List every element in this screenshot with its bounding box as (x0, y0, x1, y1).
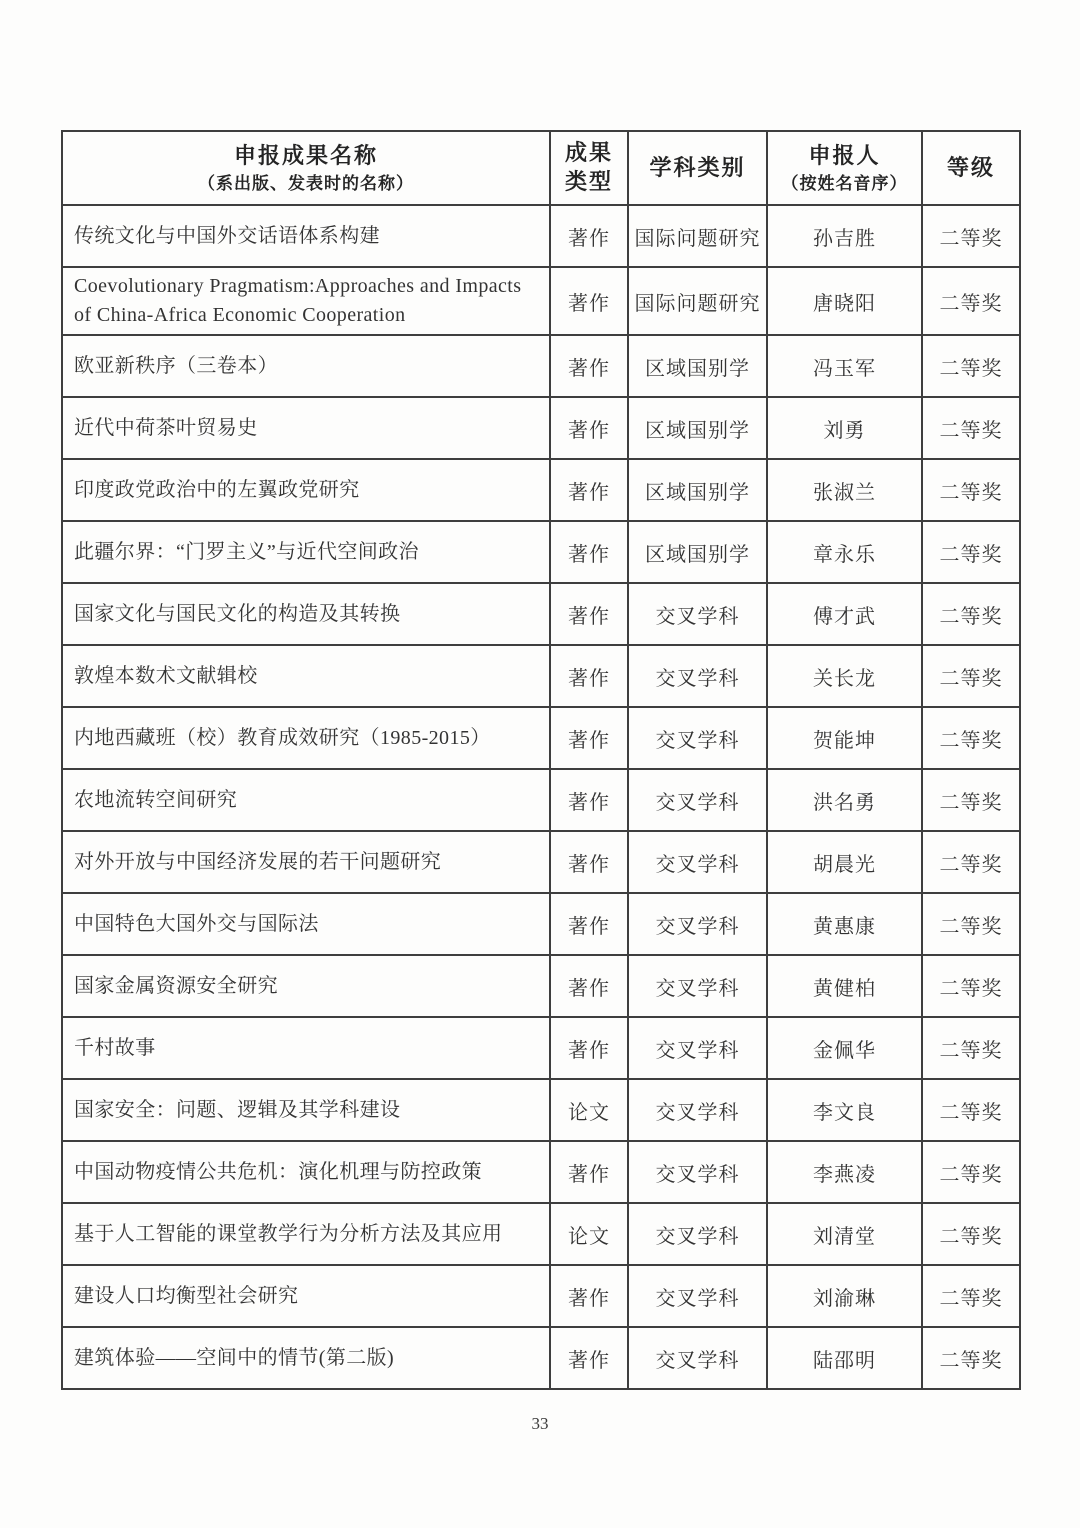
table-row (62, 893, 1020, 955)
table-row (62, 521, 1020, 583)
table-row (62, 335, 1020, 397)
cell-achievement-type: 著作 (550, 397, 628, 459)
cell-applicant: 贺能坤 (767, 707, 922, 769)
table-header-row (62, 131, 1020, 205)
cell-grade: 二等奖 (922, 397, 1020, 459)
cell-applicant: 张淑兰 (767, 459, 922, 521)
cell-achievement-name: 内地西藏班（校）教育成效研究（1985-2015） (62, 707, 550, 769)
cell-discipline: 交叉学科 (628, 1079, 767, 1141)
cell-discipline: 区域国别学 (628, 397, 767, 459)
cell-applicant: 李燕凌 (767, 1141, 922, 1203)
table-row (62, 1017, 1020, 1079)
cell-discipline: 交叉学科 (628, 1017, 767, 1079)
cell-achievement-type: 论文 (550, 1203, 628, 1265)
cell-applicant: 刘渝琳 (767, 1265, 922, 1327)
col-header-applicant (767, 131, 922, 205)
table-row (62, 769, 1020, 831)
cell-discipline: 区域国别学 (628, 521, 767, 583)
table-row (62, 707, 1020, 769)
cell-achievement-type: 著作 (550, 1141, 628, 1203)
cell-achievement-type: 著作 (550, 521, 628, 583)
cell-grade: 二等奖 (922, 267, 1020, 335)
cell-achievement-type: 著作 (550, 893, 628, 955)
cell-applicant: 黄惠康 (767, 893, 922, 955)
cell-discipline: 交叉学科 (628, 831, 767, 893)
cell-grade: 二等奖 (922, 583, 1020, 645)
cell-achievement-name: 印度政党政治中的左翼政党研究 (62, 459, 550, 521)
cell-discipline: 交叉学科 (628, 1203, 767, 1265)
cell-grade: 二等奖 (922, 459, 1020, 521)
cell-grade: 二等奖 (922, 707, 1020, 769)
cell-achievement-name: 建设人口均衡型社会研究 (62, 1265, 550, 1327)
col-header-achievement-name-title: 申报成果名称 (233, 143, 378, 169)
cell-discipline: 交叉学科 (628, 893, 767, 955)
cell-applicant: 金佩华 (767, 1017, 922, 1079)
col-header-grade: 等级 (922, 131, 1020, 205)
table-row (62, 955, 1020, 1017)
cell-applicant: 黄健柏 (767, 955, 922, 1017)
cell-discipline: 交叉学科 (628, 645, 767, 707)
cell-discipline: 区域国别学 (628, 335, 767, 397)
cell-applicant: 刘清堂 (767, 1203, 922, 1265)
table-row (62, 1265, 1020, 1327)
cell-achievement-type: 著作 (550, 583, 628, 645)
table-row (62, 645, 1020, 707)
table-row (62, 831, 1020, 893)
cell-discipline: 交叉学科 (628, 769, 767, 831)
cell-achievement-type: 著作 (550, 459, 628, 521)
cell-discipline: 交叉学科 (628, 583, 767, 645)
table-row (62, 1141, 1020, 1203)
col-header-achievement-type (550, 131, 628, 205)
table-row (62, 1203, 1020, 1265)
cell-grade: 二等奖 (922, 1141, 1020, 1203)
cell-discipline: 交叉学科 (628, 1327, 767, 1389)
cell-achievement-name: 国家金属资源安全研究 (62, 955, 550, 1017)
cell-achievement-name: 近代中荷茶叶贸易史 (62, 397, 550, 459)
cell-applicant: 章永乐 (767, 521, 922, 583)
cell-applicant: 冯玉军 (767, 335, 922, 397)
cell-achievement-type: 著作 (550, 955, 628, 1017)
cell-grade: 二等奖 (922, 1017, 1020, 1079)
cell-achievement-name: 欧亚新秩序（三卷本） (62, 335, 550, 397)
cell-achievement-type: 著作 (550, 205, 628, 267)
cell-grade: 二等奖 (922, 1327, 1020, 1389)
cell-applicant: 刘勇 (767, 397, 922, 459)
cell-achievement-type: 论文 (550, 1079, 628, 1141)
cell-achievement-name: 国家安全：问题、逻辑及其学科建设 (62, 1079, 550, 1141)
cell-grade: 二等奖 (922, 521, 1020, 583)
cell-achievement-type: 著作 (550, 1265, 628, 1327)
table-row (62, 1327, 1020, 1389)
table-row (62, 267, 1020, 335)
col-header-discipline: 学科类别 (628, 131, 767, 205)
cell-discipline: 交叉学科 (628, 1265, 767, 1327)
table-row (62, 397, 1020, 459)
col-header-achievement-name (62, 131, 550, 205)
col-header-achievement-type-label: 成果类型 (564, 140, 613, 194)
cell-applicant: 陆邵明 (767, 1327, 922, 1389)
page-number: 33 (531, 1414, 549, 1433)
cell-achievement-type: 著作 (550, 645, 628, 707)
cell-grade: 二等奖 (922, 955, 1020, 1017)
cell-discipline: 交叉学科 (628, 707, 767, 769)
cell-applicant: 傅才武 (767, 583, 922, 645)
cell-achievement-name: 建筑体验——空间中的情节(第二版) (62, 1327, 550, 1389)
cell-applicant: 孙吉胜 (767, 205, 922, 267)
cell-discipline: 国际问题研究 (628, 267, 767, 335)
cell-achievement-type: 著作 (550, 707, 628, 769)
cell-achievement-type: 著作 (550, 769, 628, 831)
table-row (62, 459, 1020, 521)
cell-achievement-name: 国家文化与国民文化的构造及其转换 (62, 583, 550, 645)
table-row (62, 583, 1020, 645)
cell-applicant: 胡晨光 (767, 831, 922, 893)
cell-applicant: 洪名勇 (767, 769, 922, 831)
cell-achievement-name: 敦煌本数术文献辑校 (62, 645, 550, 707)
cell-grade: 二等奖 (922, 205, 1020, 267)
cell-achievement-name: 农地流转空间研究 (62, 769, 550, 831)
cell-achievement-name: 中国特色大国外交与国际法 (62, 893, 550, 955)
cell-discipline: 区域国别学 (628, 459, 767, 521)
cell-grade: 二等奖 (922, 893, 1020, 955)
cell-achievement-name: 传统文化与中国外交话语体系构建 (62, 205, 550, 267)
cell-grade: 二等奖 (922, 1265, 1020, 1327)
cell-applicant: 关长龙 (767, 645, 922, 707)
cell-achievement-type: 著作 (550, 1017, 628, 1079)
cell-grade: 二等奖 (922, 769, 1020, 831)
cell-achievement-type: 著作 (550, 1327, 628, 1389)
cell-discipline: 交叉学科 (628, 955, 767, 1017)
table-row (62, 1079, 1020, 1141)
col-header-applicant-title: 申报人 (808, 143, 881, 169)
cell-achievement-type: 著作 (550, 335, 628, 397)
cell-achievement-type: 著作 (550, 831, 628, 893)
cell-grade: 二等奖 (922, 1079, 1020, 1141)
cell-achievement-name: 中国动物疫情公共危机：演化机理与防控政策 (62, 1141, 550, 1203)
cell-achievement-name: 千村故事 (62, 1017, 550, 1079)
cell-discipline: 国际问题研究 (628, 205, 767, 267)
cell-discipline: 交叉学科 (628, 1141, 767, 1203)
awards-table (61, 130, 1021, 1390)
cell-grade: 二等奖 (922, 645, 1020, 707)
cell-achievement-name: Coevolutionary Pragmatism:Approaches and Impacts of China-Africa Economic Cooperation (62, 267, 550, 335)
cell-grade: 二等奖 (922, 831, 1020, 893)
cell-achievement-type: 著作 (550, 267, 628, 335)
cell-achievement-name: 基于人工智能的课堂教学行为分析方法及其应用 (62, 1203, 550, 1265)
cell-grade: 二等奖 (922, 1203, 1020, 1265)
cell-achievement-name: 对外开放与中国经济发展的若干问题研究 (62, 831, 550, 893)
cell-applicant: 李文良 (767, 1079, 922, 1141)
col-header-achievement-name-subtitle: （系出版、发表时的名称） (198, 173, 414, 193)
cell-grade: 二等奖 (922, 335, 1020, 397)
col-header-applicant-subtitle: （按姓名音序） (781, 173, 908, 193)
cell-applicant: 唐晓阳 (767, 267, 922, 335)
table-row (62, 205, 1020, 267)
cell-achievement-name: 此疆尔界：“门罗主义”与近代空间政治 (62, 521, 550, 583)
